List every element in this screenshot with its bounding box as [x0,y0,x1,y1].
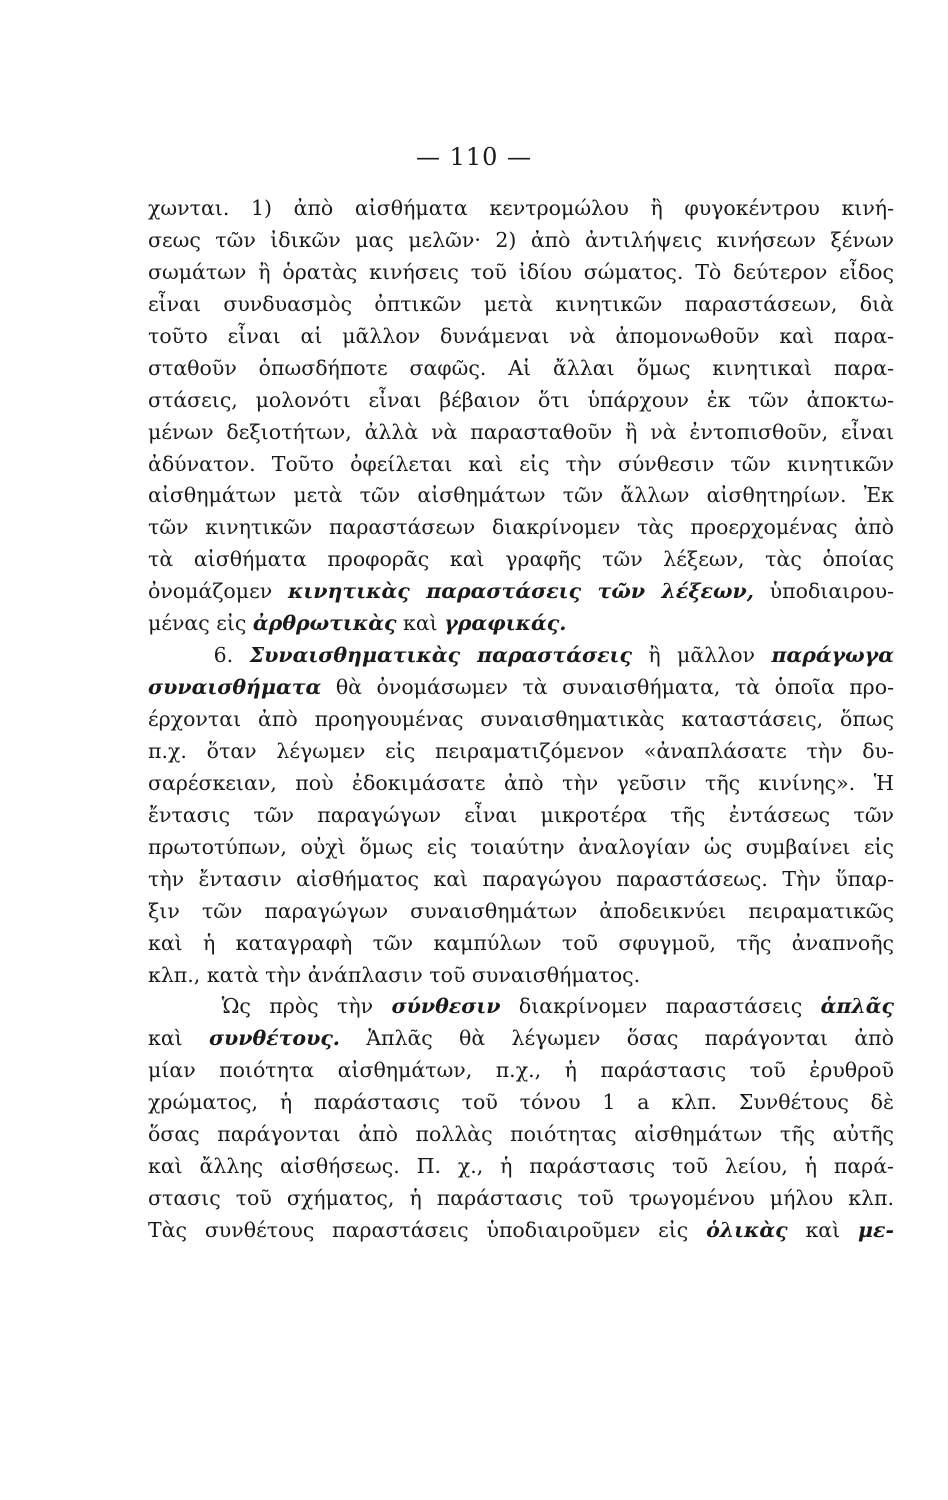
text-segment: χωνται. 1) ἀπὸ αἰσθήματα κεντρομώλου ἢ φυγοκέντρου κινή- [148,196,894,220]
text-segment: τὰ αἰσθήματα προφορᾶς καὶ γραφῆς τῶν λέξεων, τὰς ὁποίας [148,547,894,572]
text-segment: χρώματος, ἡ παράστασις τοῦ τόνου 1 a κλπ. Συνθέτους δὲ [148,1090,894,1115]
emphasis-text: κινητικὰς παραστάσεις τῶν λέξεων, [288,579,754,604]
text-segment: 6. [148,643,250,668]
text-segment: τῶν κινητικῶν παραστάσεων διακρίνομεν τὰς προερχομένας ἀπὸ [148,515,894,540]
emphasis-text: ἀρθρωτικὰς [252,611,397,636]
text-line [148,385,894,417]
text-segment: μίαν ποιότητα αἰσθημάτων, π.χ., ἡ παράστασις τοῦ ἐρυθροῦ [148,1058,894,1083]
text-segment: έρχονται ἀπὸ προηγουμένας συναισθηματικὰς καταστάσεις, ὅπως [148,707,894,731]
text-line [148,736,894,768]
text-line [148,449,894,481]
text-line [148,1183,894,1215]
text-line [148,832,894,864]
emphasis-text: με- [858,1218,894,1242]
text-segment: ὅσας παράγονται ἀπὸ πολλὰς ποιότητας αἰσθημάτων τῆς αὐτῆς [148,1122,894,1147]
text-segment: Ὡς πρὸς τὴν [148,994,392,1019]
text-line [148,768,894,800]
text-segment: στασις τοῦ σχήματος, ἡ παράστασις τοῦ τρωγομένου μήλου κλπ. [148,1186,894,1211]
text-line [148,928,894,960]
text-line [148,576,894,608]
text-segment: ἀδύνατον. Τοῦτο ὀφείλεται καὶ εἰς τὴν σύνθεσιν τῶν κινητικῶν [148,451,894,476]
text-line [148,1087,894,1119]
text-segment: σωμάτων ἢ ὁρατὰς κινήσεις τοῦ ἰδίου σώματος. Τὸ δεύτερον εἶδος [148,259,894,284]
text-line [148,321,894,353]
text-line [148,991,894,1023]
text-line [148,480,894,512]
text-segment: τοῦτο εἶναι αἱ μᾶλλον δυνάμεναι νὰ ἀπομονωθοῦν καὶ παρα- [148,323,894,348]
text-line [148,960,894,992]
text-segment: καὶ [396,611,445,636]
text-line [148,1151,894,1183]
text-segment: σαρέσκειαν, ποὺ ἐδοκιμάσατε ἀπὸ τὴν γεῦσιν τῆς κινίνης». Ἡ [148,770,894,795]
text-line [148,1119,894,1151]
text-line [148,1055,894,1087]
emphasis-text: γραφικάς. [444,611,567,636]
text-segment: ἔντασις τῶν παραγώγων εἶναι μικροτέρα τῆς ἐντάσεως τῶν [148,802,894,827]
text-line [148,353,894,385]
emphasis-text: παράγωγα [771,643,894,668]
text-segment: καὶ [148,1026,209,1051]
emphasis-text: σύνθεσιν [391,994,501,1019]
text-segment: κλπ., κατὰ τὴν ἀνάπλασιν τοῦ συναισθήματος. [148,962,641,987]
emphasis-text: ἁπλᾶς [820,994,894,1019]
text-line [148,225,894,257]
text-line [148,257,894,289]
text-segment: διακρίνομεν παραστάσεις [500,994,821,1019]
text-segment: Ἁπλᾶς θὰ λέγωμεν ὅσας παράγονται ἀπὸ [339,1026,894,1051]
text-segment: θὰ ὀνομάσωμεν τὰ συναισθήματα, τὰ ὁποῖα προ- [321,675,894,700]
text-segment: Τὰς συνθέτους παραστάσεις ὑποδιαιροῦμεν εἰς [148,1218,707,1242]
text-line [148,672,894,704]
text-segment: ὑποδιαιρου- [753,579,894,604]
text-line [148,864,894,896]
text-line [148,704,894,736]
text-segment: ξιν τῶν παραγώγων συναισθημάτων ἀποδεικνύει πειραματικῶς [148,898,894,923]
text-line [148,289,894,321]
text-segment: σταθοῦν ὁπωσδήποτε σαφῶς. Αἱ ἄλλαι ὅμως κινητικαὶ παρα- [148,355,894,380]
text-segment: στάσεις, μολονότι εἶναι βέβαιον ὅτι ὑπάρχουν ἐκ τῶν ἀποκτω- [148,387,894,412]
text-line [148,512,894,544]
text-line [148,896,894,928]
text-segment: σεως τῶν ἰδικῶν μας μελῶν· 2) ἀπὸ ἀντιλήψεις κινήσεων ξένων [148,227,894,252]
text-segment: καὶ ἡ καταγραφὴ τῶν καμπύλων τοῦ σφυγμοῦ, τῆς ἀναπνοῆς [148,930,894,955]
text-line [148,544,894,576]
emphasis-text: συνθέτους. [208,1026,340,1051]
text-segment: εἶναι συνδυασμὸς ὀπτικῶν μετὰ κινητικῶν παραστάσεων, διὰ [148,291,894,316]
text-line [148,640,894,672]
text-line [148,1023,894,1055]
body-text [148,193,894,1247]
text-segment: τὴν ἔντασιν αἰσθήματος καὶ παραγώγου παραστάσεως. Τὴν ὕπαρ- [148,866,894,891]
text-segment: αἰσθημάτων μετὰ τῶν αἰσθημάτων τῶν ἄλλων αἰσθητηρίων. Ἐκ [148,483,894,508]
text-segment: μένας εἰς [148,611,253,636]
text-line [148,800,894,832]
text-segment: καὶ ἄλλης αἰσθήσεως. Π. χ., ἡ παράστασις τοῦ λείου, ἡ παρά- [148,1154,894,1179]
emphasis-text: συναισθήματα [148,675,322,700]
text-segment: πρωτοτύπων, οὐχὶ ὅμως εἰς τοιαύτην ἀναλογίαν ὡς συμβαίνει εἰς [148,834,894,859]
emphasis-text: Συναισθηματικὰς παραστάσεις [249,643,632,668]
page-number: — 110 — [415,143,533,171]
text-segment: ἢ μᾶλλον [631,643,772,668]
text-segment: π.χ. ὅταν λέγωμεν εἰς πειραματιζόμενον «ἀναπλάσατε τὴν δυ- [148,738,894,763]
text-line [148,193,894,225]
text-segment: ὀνομάζομεν [148,579,289,604]
text-segment: καὶ [787,1218,859,1242]
text-line [148,608,894,640]
text-line [148,1215,894,1247]
emphasis-text: ὁλικὰς [706,1218,788,1242]
text-line [148,417,894,449]
text-segment: μένων δεξιοτήτων, ἀλλὰ νὰ παρασταθοῦν ἢ νὰ ἐντοπισθοῦν, εἶναι [148,419,894,444]
